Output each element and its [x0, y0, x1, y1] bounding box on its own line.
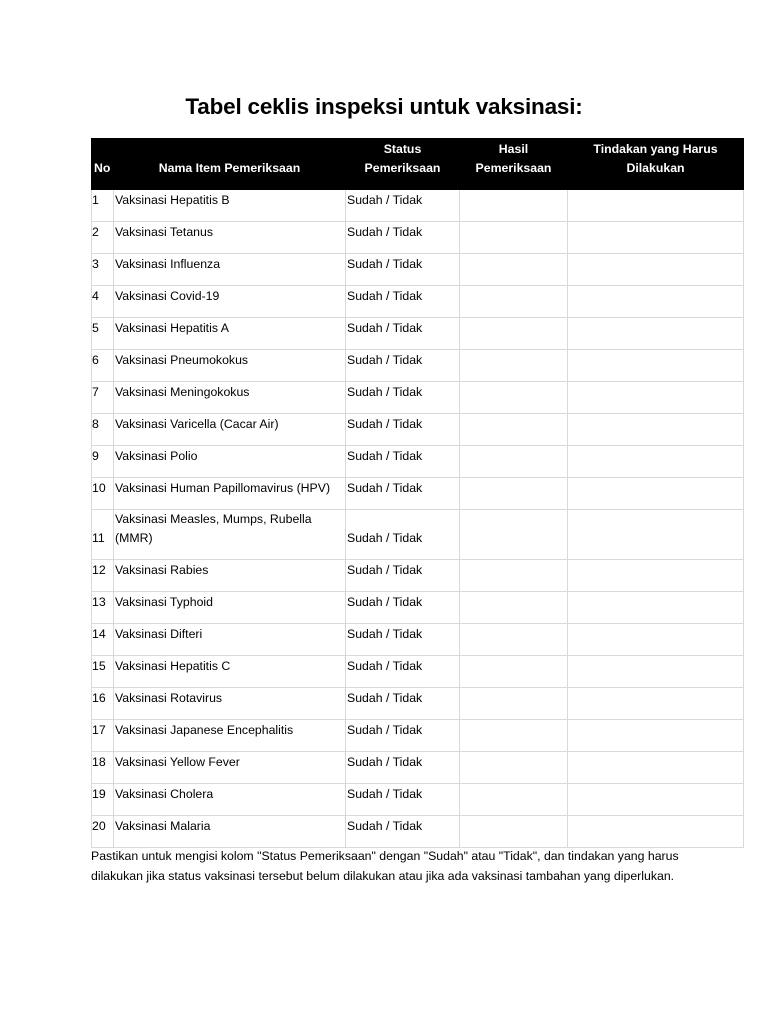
row-no: 5: [92, 318, 114, 350]
row-no: 20: [92, 816, 114, 848]
row-no: 15: [92, 656, 114, 688]
row-no: 3: [92, 254, 114, 286]
row-item: Vaksinasi Pneumokokus: [114, 350, 346, 382]
table-header: [92, 139, 744, 190]
row-item: Vaksinasi Difteri: [114, 624, 346, 656]
table-row: [92, 286, 744, 318]
row-status: Sudah / Tidak: [346, 254, 460, 286]
header-row: [92, 139, 744, 190]
row-tindakan[interactable]: [568, 318, 744, 350]
row-status: Sudah / Tidak: [346, 510, 460, 560]
table-row: [92, 414, 744, 446]
table-row: [92, 254, 744, 286]
row-no: 1: [92, 190, 114, 222]
row-hasil[interactable]: [460, 382, 568, 414]
table-row: [92, 752, 744, 784]
row-no: 11: [92, 510, 114, 560]
row-hasil[interactable]: [460, 318, 568, 350]
row-status: Sudah / Tidak: [346, 350, 460, 382]
row-tindakan[interactable]: [568, 510, 744, 560]
row-status: Sudah / Tidak: [346, 190, 460, 222]
row-no: 9: [92, 446, 114, 478]
header-no: No: [92, 139, 114, 190]
row-tindakan[interactable]: [568, 478, 744, 510]
row-tindakan[interactable]: [568, 222, 744, 254]
row-hasil[interactable]: [460, 222, 568, 254]
header-status: Status Pemeriksaan: [346, 139, 460, 190]
table-row: [92, 382, 744, 414]
table-row: [92, 190, 744, 222]
row-item: Vaksinasi Yellow Fever: [114, 752, 346, 784]
row-status: Sudah / Tidak: [346, 592, 460, 624]
row-tindakan[interactable]: [568, 624, 744, 656]
row-tindakan[interactable]: [568, 190, 744, 222]
row-tindakan[interactable]: [568, 816, 744, 848]
row-hasil[interactable]: [460, 816, 568, 848]
row-no: 8: [92, 414, 114, 446]
page-title: Tabel ceklis inspeksi untuk vaksinasi:: [185, 94, 583, 119]
row-tindakan[interactable]: [568, 382, 744, 414]
table-row: [92, 222, 744, 254]
table-body: [92, 190, 744, 848]
row-hasil[interactable]: [460, 254, 568, 286]
row-status: Sudah / Tidak: [346, 382, 460, 414]
row-status: Sudah / Tidak: [346, 478, 460, 510]
row-tindakan[interactable]: [568, 414, 744, 446]
header-hasil: Hasil Pemeriksaan: [460, 139, 568, 190]
row-item: Vaksinasi Hepatitis B: [114, 190, 346, 222]
row-tindakan[interactable]: [568, 350, 744, 382]
row-status: Sudah / Tidak: [346, 752, 460, 784]
row-no: 10: [92, 478, 114, 510]
row-tindakan[interactable]: [568, 656, 744, 688]
row-item: Vaksinasi Rotavirus: [114, 688, 346, 720]
row-tindakan[interactable]: [568, 688, 744, 720]
row-status: Sudah / Tidak: [346, 222, 460, 254]
row-hasil[interactable]: [460, 784, 568, 816]
row-item: Vaksinasi Human Papillomavirus (HPV): [114, 478, 346, 510]
row-no: 14: [92, 624, 114, 656]
row-no: 16: [92, 688, 114, 720]
checklist-table: [91, 138, 744, 848]
row-status: Sudah / Tidak: [346, 688, 460, 720]
table-row: [92, 592, 744, 624]
row-status: Sudah / Tidak: [346, 720, 460, 752]
table-row: [92, 688, 744, 720]
row-item: Vaksinasi Tetanus: [114, 222, 346, 254]
row-no: 2: [92, 222, 114, 254]
row-tindakan[interactable]: [568, 286, 744, 318]
row-status: Sudah / Tidak: [346, 286, 460, 318]
row-item: Vaksinasi Influenza: [114, 254, 346, 286]
row-tindakan[interactable]: [568, 560, 744, 592]
row-tindakan[interactable]: [568, 720, 744, 752]
table-row: [92, 656, 744, 688]
row-no: 7: [92, 382, 114, 414]
row-item: Vaksinasi Typhoid: [114, 592, 346, 624]
table-row: [92, 350, 744, 382]
row-item: Vaksinasi Measles, Mumps, Rubella (MMR): [114, 510, 346, 560]
row-status: Sudah / Tidak: [346, 656, 460, 688]
row-no: 17: [92, 720, 114, 752]
table-row: [92, 560, 744, 592]
table-row: [92, 720, 744, 752]
row-hasil[interactable]: [460, 190, 568, 222]
table-row: [92, 318, 744, 350]
row-status: Sudah / Tidak: [346, 816, 460, 848]
row-status: Sudah / Tidak: [346, 560, 460, 592]
row-no: 12: [92, 560, 114, 592]
row-hasil[interactable]: [460, 592, 568, 624]
row-item: Vaksinasi Rabies: [114, 560, 346, 592]
row-hasil[interactable]: [460, 720, 568, 752]
row-status: Sudah / Tidak: [346, 318, 460, 350]
row-hasil[interactable]: [460, 624, 568, 656]
row-no: 18: [92, 752, 114, 784]
row-item: Vaksinasi Malaria: [114, 816, 346, 848]
row-item: Vaksinasi Polio: [114, 446, 346, 478]
row-item: Vaksinasi Japanese Encephalitis: [114, 720, 346, 752]
row-status: Sudah / Tidak: [346, 624, 460, 656]
row-hasil[interactable]: [460, 286, 568, 318]
header-item: Nama Item Pemeriksaan: [114, 139, 346, 190]
row-status: Sudah / Tidak: [346, 414, 460, 446]
row-item: Vaksinasi Cholera: [114, 784, 346, 816]
row-item: Vaksinasi Hepatitis A: [114, 318, 346, 350]
row-hasil[interactable]: [460, 688, 568, 720]
row-hasil[interactable]: [460, 510, 568, 560]
instruction-note: Pastikan untuk mengisi kolom "Status Pemeriksaan" dengan "Sudah" atau "Tidak", dan tindakan yang harus dilakukan jika status vaksinasi tersebut belum dilakukan atau jika ada vaksinasi tambahan yang diperlukan.: [91, 849, 679, 883]
row-tindakan[interactable]: [568, 784, 744, 816]
row-status: Sudah / Tidak: [346, 446, 460, 478]
row-tindakan[interactable]: [568, 752, 744, 784]
row-status: Sudah / Tidak: [346, 784, 460, 816]
row-no: 13: [92, 592, 114, 624]
row-tindakan[interactable]: [568, 254, 744, 286]
row-hasil[interactable]: [460, 350, 568, 382]
table-row: [92, 816, 744, 848]
row-no: 19: [92, 784, 114, 816]
row-no: 4: [92, 286, 114, 318]
row-hasil[interactable]: [460, 478, 568, 510]
table-row: [92, 478, 744, 510]
row-item: Vaksinasi Covid-19: [114, 286, 346, 318]
row-hasil[interactable]: [460, 446, 568, 478]
row-hasil[interactable]: [460, 560, 568, 592]
header-tindakan: Tindakan yang Harus Dilakukan: [568, 139, 744, 190]
row-hasil[interactable]: [460, 414, 568, 446]
row-item: Vaksinasi Meningokokus: [114, 382, 346, 414]
table-row: [92, 784, 744, 816]
row-item: Vaksinasi Varicella (Cacar Air): [114, 414, 346, 446]
table-row: [92, 446, 744, 478]
row-hasil[interactable]: [460, 656, 568, 688]
row-item: Vaksinasi Hepatitis C: [114, 656, 346, 688]
table-row: [92, 510, 744, 560]
row-hasil[interactable]: [460, 752, 568, 784]
table-row: [92, 624, 744, 656]
row-tindakan[interactable]: [568, 446, 744, 478]
row-tindakan[interactable]: [568, 592, 744, 624]
row-no: 6: [92, 350, 114, 382]
